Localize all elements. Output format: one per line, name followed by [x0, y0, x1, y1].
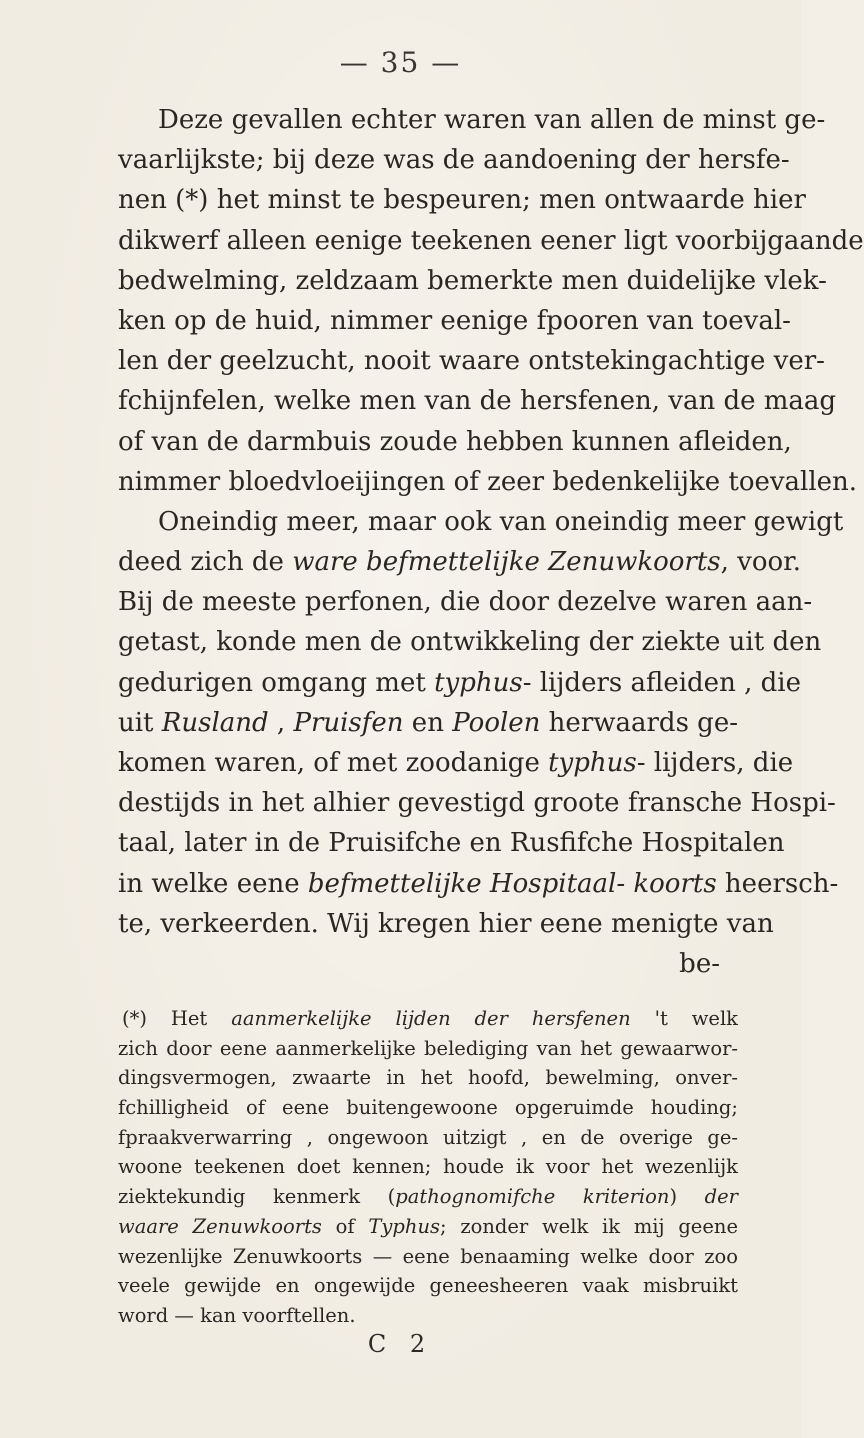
footnote-text-span: veele gewijde en ongewijde geneesheeren vaak misbruikt [118, 1274, 738, 1298]
footnote-line [118, 1123, 738, 1153]
body-italic-span: typhus [434, 667, 523, 698]
body-text-span: deed zich de [118, 547, 293, 578]
footnote-line [118, 1182, 738, 1212]
body-text-span: heersch- [716, 868, 839, 899]
body-text-span: fchijnfelen, welke men van de hersfenen, van de maag [118, 386, 837, 417]
body-text-span: ken op de huid, nimmer eenige fpooren van toeval- [118, 305, 791, 336]
body-italic-span: typhus [548, 748, 637, 778]
body-italic-span: Poolen [452, 707, 541, 738]
body-text-span: gedurigen omgang met [118, 667, 435, 698]
body-line [118, 622, 822, 662]
body-line [118, 341, 825, 381]
footnote-text-span: 't welk [630, 1007, 739, 1030]
body-text-span: komen waren, of met zoodanige [118, 748, 549, 778]
body-line [118, 582, 813, 622]
footnote-italic-span: der [704, 1185, 738, 1209]
page-number: — 35 — [339, 46, 462, 79]
footnote-line [118, 1004, 738, 1034]
body-text-span: - lijders afleiden , die [522, 667, 801, 698]
body-italic-span: Pruisfen [293, 707, 404, 738]
footnote-text-span: ziektekundig kenmerk ( [118, 1185, 396, 1209]
footnote-italic-span: Typhus [368, 1214, 441, 1238]
body-text-span: Bij de meeste perfonen, die door dezelve waren aan- [118, 587, 813, 618]
body-text-span: getast, konde men de ontwikkeling der ziekte uit den [118, 627, 822, 658]
footnote-line [118, 1242, 738, 1272]
body-line [118, 542, 801, 582]
body-italic-span: ware befmettelijke Zenuwkoorts [292, 547, 721, 578]
footnote-line [118, 1034, 738, 1064]
footnote-text-span: dingsvermogen, zwaarte in het hoofd, bewelming, onver- [118, 1066, 738, 1090]
footnote-text-span: wezenlijke Zenuwkoorts — eene benaaming welke door zoo [118, 1244, 738, 1268]
footnote-text-span: ) [669, 1185, 705, 1209]
body-text-span: vaarlijkste; bij deze was de aandoening der hersfe- [118, 145, 790, 176]
body-line [118, 462, 858, 502]
body-italic-span: befmettelijke Hospitaal- koorts [307, 868, 717, 899]
body-line [118, 422, 792, 462]
body-text-span: destijds in het alhier gevestigd groote fransche Hospi- [118, 788, 836, 819]
body-text-span: dikwerf alleen eenige teekenen eener ligt voorbijgaande [118, 225, 864, 256]
body-line [118, 221, 864, 261]
body-line [118, 904, 774, 944]
body-text-span: uit [118, 707, 162, 738]
footnote-text-span: (*) Het [122, 1007, 232, 1030]
body-text-span: taal, later in de Pruisifche en Rusfifche Hospitalen [118, 828, 785, 859]
body-text-span: in welke eene [118, 868, 308, 899]
footnote-line [118, 1152, 738, 1182]
body-text-span: bedwelming, zeldzaam bemerkte men duidelijke vlek- [118, 265, 827, 296]
body-line [118, 864, 839, 904]
body-text-span: be- [679, 948, 720, 979]
body-line [118, 381, 837, 421]
footnote-line [118, 1212, 738, 1242]
footnote-text-span: fpraakverwarring , ongewoon uitzigt , en de overige ge- [118, 1125, 738, 1149]
body-text-span: of van de darmbuis zoude hebben kunnen afleiden, [118, 426, 792, 457]
body-text-span: nimmer bloedvloeijingen of zeer bedenkelijke toevallen. [118, 466, 858, 497]
footnote-block [118, 1004, 738, 1331]
body-line [118, 703, 738, 743]
body-line [118, 663, 801, 703]
body-line [118, 823, 785, 863]
main-text-block [118, 100, 864, 984]
footnote-text-span: word — kan voorftellen. [118, 1303, 356, 1327]
footnote-italic-span: waare Zenuwkoorts [118, 1214, 322, 1238]
body-line [118, 783, 836, 823]
footnote-line [118, 1063, 738, 1093]
footnote-line [118, 1271, 738, 1301]
body-text-span: Oneindig meer, maar ook van oneindig meer gewigt [158, 506, 844, 537]
footnote-italic-span: aanmerkelijke lijden der hersfenen [231, 1007, 631, 1030]
body-italic-span: Rusland [161, 707, 269, 738]
body-line [118, 100, 826, 140]
body-text-span: len der geelzucht, nooit waare ontstekingachtige ver- [118, 346, 825, 377]
body-text-span: Deze gevallen echter waren van allen de minst ge- [158, 105, 826, 135]
footnote-text-span: of [321, 1214, 369, 1238]
footnote-text-span: ; zonder welk ik mij geene [440, 1214, 738, 1238]
body-line [118, 301, 791, 341]
body-line [118, 944, 738, 984]
body-line [118, 180, 806, 220]
body-text-span: , [268, 707, 294, 738]
body-text-span: , voor. [720, 547, 801, 578]
footnote-text-span: woone teekenen doet kennen; houde ik voor het wezenlijk [118, 1155, 738, 1179]
body-text-span: te, verkeerden. Wij kregen hier eene menigte van [118, 908, 774, 939]
body-text-span: en [403, 707, 453, 738]
body-line [118, 140, 790, 180]
footnote-italic-span: pathognomifche kriterion [395, 1185, 670, 1209]
body-text-span: herwaards ge- [540, 707, 738, 738]
body-text-span: - lijders, die [636, 748, 794, 778]
body-line [118, 261, 827, 301]
body-text-span: nen (*) het minst te bespeuren; men ontwaarde hier [118, 185, 806, 216]
printer-signature-mark: C 2 [367, 1330, 434, 1358]
body-line [118, 502, 844, 542]
footnote-line [118, 1301, 738, 1331]
body-line [118, 743, 794, 783]
footnote-text-span: fchilligheid of eene buitengewoone opgeruimde houding; [118, 1096, 738, 1120]
footnote-text-span: zich door eene aanmerkelijke belediging van het gewaarwor- [118, 1036, 738, 1060]
footnote-line [118, 1093, 738, 1123]
